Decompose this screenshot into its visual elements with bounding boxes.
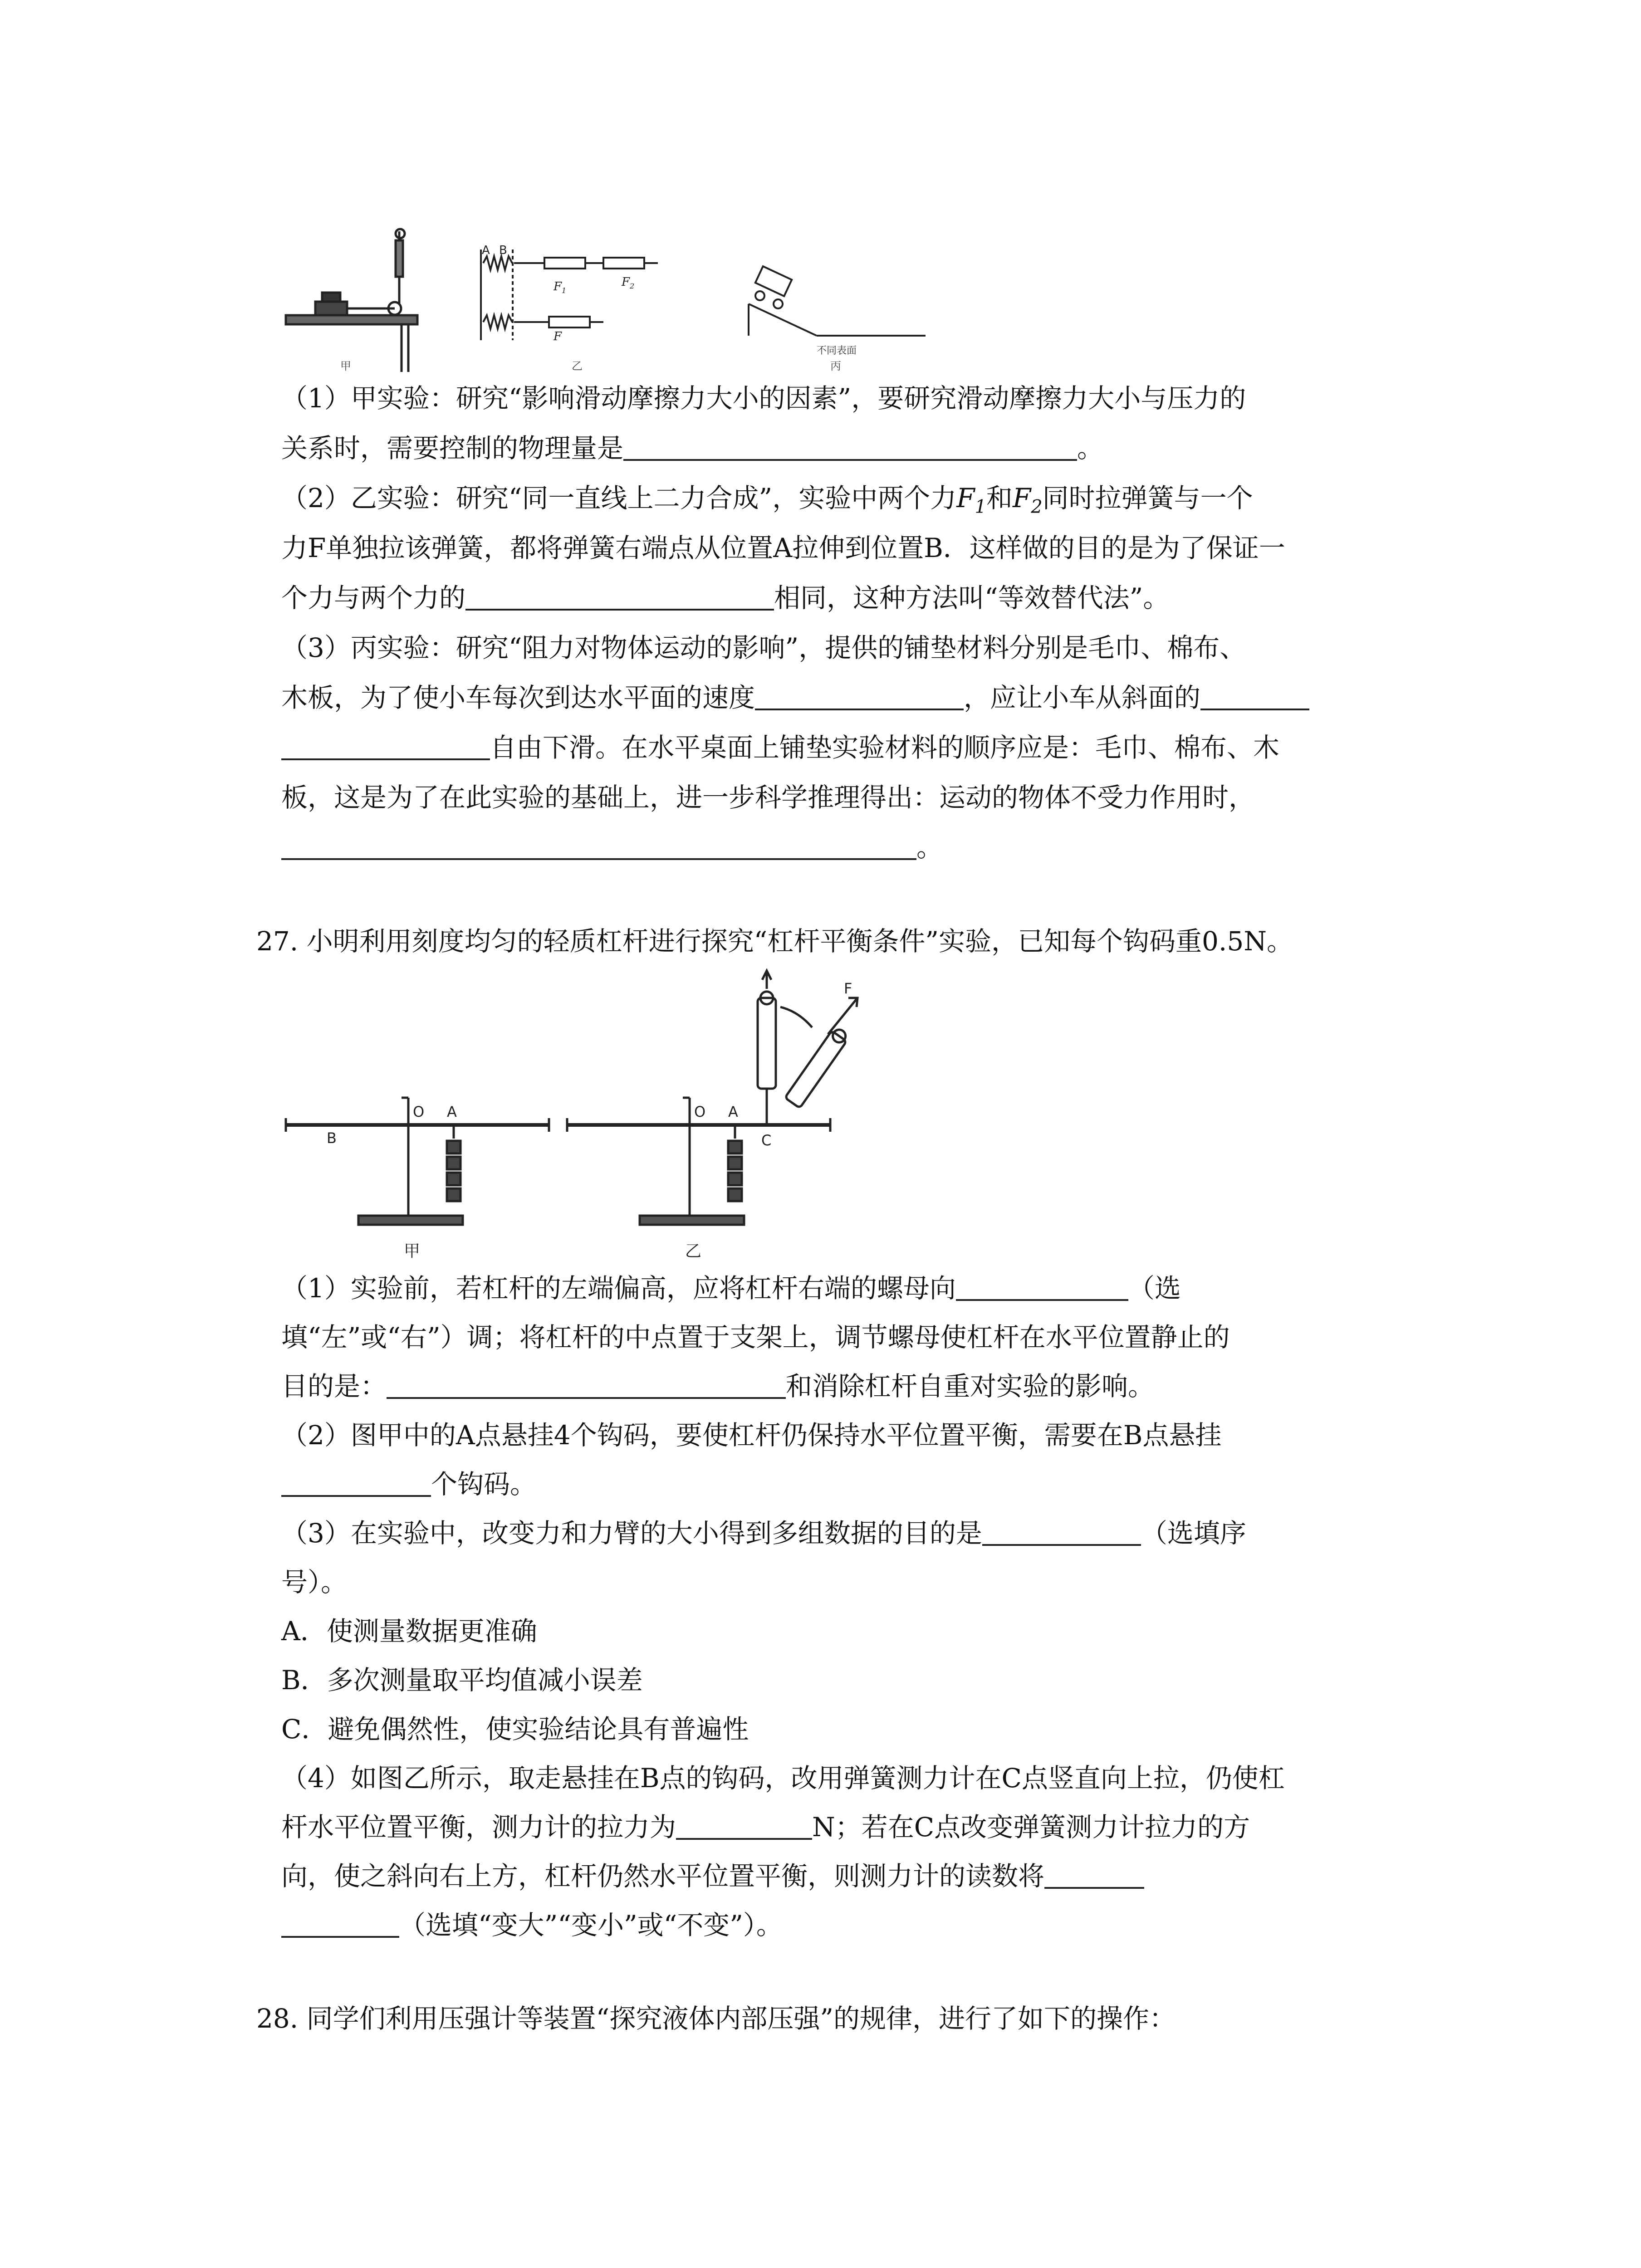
figure-lever-experiments (277, 962, 912, 1266)
figure-yi-caption: 乙 (572, 360, 583, 372)
figure-lever-yi-F: F (844, 980, 852, 997)
q26-p3-line5: 。 (281, 829, 943, 865)
figure-lever-yi-caption: 乙 (685, 1242, 702, 1261)
figure-yi-label-F: F (554, 330, 562, 343)
q26-p2-line1: （2）乙实验：研究“同一直线上二力合成”，实验中两个力$F_1$和$F_2$同时拉弹簧与一个 (281, 483, 1253, 518)
figure-lever-jia-O: O (413, 1103, 425, 1120)
figure-yi-label-F2: $F_2$ (622, 275, 635, 290)
figure-lever-jia-B: B (327, 1129, 337, 1147)
q27-p4-line3: 向，使之斜向右上方，杠杆仍然水平位置平衡，则测力计的读数将 (281, 1858, 1144, 1894)
answer-blank-q26-3[interactable] (755, 682, 964, 710)
q28-stem: 28. 同学们利用压强计等装置“探究液体内部压强”的规律，进行了如下的操作： (256, 2003, 1176, 2034)
answer-blank-q27-6a[interactable] (1044, 1861, 1144, 1889)
figure-lever-jia-A: A (447, 1103, 457, 1120)
answer-blank-q27-5[interactable] (676, 1812, 812, 1840)
figure-lever-yi-C: C (761, 1132, 772, 1149)
q27-p2-line1: （2）图甲中的A点悬挂4个钩码，要使杠杆仍保持水平位置平衡，需要在B点悬挂 (281, 1420, 1222, 1451)
q26-p3-line3: 自由下滑。在水平桌面上铺垫实验材料的顺序应是：毛巾、棉布、木 (281, 729, 1279, 766)
answer-blank-q26-4a[interactable] (1200, 682, 1309, 710)
figure-lever-jia-caption: 甲 (404, 1242, 421, 1261)
answer-blank-q27-6b[interactable] (281, 1910, 399, 1938)
figure-bing-surface: 不同表面 (817, 345, 857, 357)
figure-jia (286, 229, 417, 372)
answer-blank-q27-4[interactable] (982, 1518, 1141, 1546)
q27-p2-line2: 个钩码。 (281, 1466, 536, 1502)
q27-option-B[interactable]: B．多次测量取平均值减小误差 (281, 1665, 643, 1696)
figure-lever-yi-A: A (728, 1103, 738, 1120)
q27-option-A[interactable]: A．使测量数据更准确 (281, 1616, 537, 1647)
answer-blank-q27-1[interactable] (956, 1273, 1128, 1301)
figure-jia-label: 甲 (340, 360, 351, 372)
answer-blank-q26-1[interactable] (623, 433, 1077, 461)
q26-p1-line1: （1）甲实验：研究“影响滑动摩擦力大小的因素”，要研究滑动摩擦力大小与压力的 (281, 383, 1246, 414)
figure-bing-caption: 丙 (830, 360, 841, 372)
answer-blank-q26-2[interactable] (465, 582, 774, 611)
q27-p3-line1: （3）在实验中，改变力和力臂的大小得到多组数据的目的是 （选填序 (281, 1518, 1246, 1549)
answer-blank-q26-4b[interactable] (281, 732, 490, 760)
q26-p1-line2: 关系时，需要控制的物理量是 。 (281, 433, 1104, 464)
figure-yi-label-F1: $F_1$ (554, 280, 567, 295)
figure-yi-label-A: A (482, 244, 490, 257)
q27-p4-line4: （选填“变大”“变小”或“不变”）。 (281, 1907, 783, 1943)
q26-p3-line1: （3）丙实验：研究“阻力对物体运动的影响”，提供的铺垫材料分别是毛巾、棉布、 (281, 632, 1246, 663)
q27-p4-line1: （4）如图乙所示，取走悬挂在B点的钩码，改用弹簧测力计在C点竖直向上拉，仍使杠 (281, 1763, 1285, 1794)
figure-lever-yi (567, 971, 857, 1225)
q27-p1-line3: 目的是： 和消除杠杆自重对实验的影响。 (281, 1371, 1155, 1402)
q26-p2-line2: 力F单独拉该弹簧，都将弹簧右端点从位置A拉伸到位置B．这样做的目的是为了保证一 (281, 533, 1285, 563)
figure-yi-label-B: B (499, 244, 507, 257)
q27-stem: 27. 小明利用刻度均匀的轻质杠杆进行探究“杠杆平衡条件”实验，已知每个钩码重0.5N。 (256, 926, 1293, 957)
figure-lever-yi-O: O (694, 1103, 706, 1120)
q27-p1-line1: （1）实验前，若杠杆的左端偏高，应将杠杆右端的螺母向 （选 (281, 1273, 1181, 1304)
figure-yi (481, 249, 658, 340)
q27-p3-line2: 号）。 (281, 1567, 348, 1598)
answer-blank-q27-2[interactable] (387, 1371, 786, 1399)
q27-p1-line2: 填“左”或“右”）调；将杠杆的中点置于支架上，调节螺母使杠杆在水平位置静止的 (281, 1322, 1230, 1353)
figure-friction-force-experiments (272, 213, 953, 376)
answer-blank-q27-3[interactable] (281, 1469, 431, 1497)
q26-p3-line4: 板，这是为了在此实验的基础上，进一步科学推理得出：运动的物体不受力作用时， (281, 782, 1255, 813)
answer-blank-q26-5[interactable] (281, 832, 916, 860)
q27-p4-line2: 杆水平位置平衡，测力计的拉力为 N；若在C点改变弹簧测力计拉力的方 (281, 1812, 1250, 1843)
q27-option-C[interactable]: C．避免偶然性，使实验结论具有普遍性 (281, 1714, 749, 1745)
q26-p2-line3: 个力与两个力的 相同，这种方法叫“等效替代法”。 (281, 582, 1170, 613)
q26-p3-line2: 木板，为了使小车每次到达水平面的速度 ，应让小车从斜面的 (281, 679, 1309, 716)
figure-bing (749, 266, 926, 336)
